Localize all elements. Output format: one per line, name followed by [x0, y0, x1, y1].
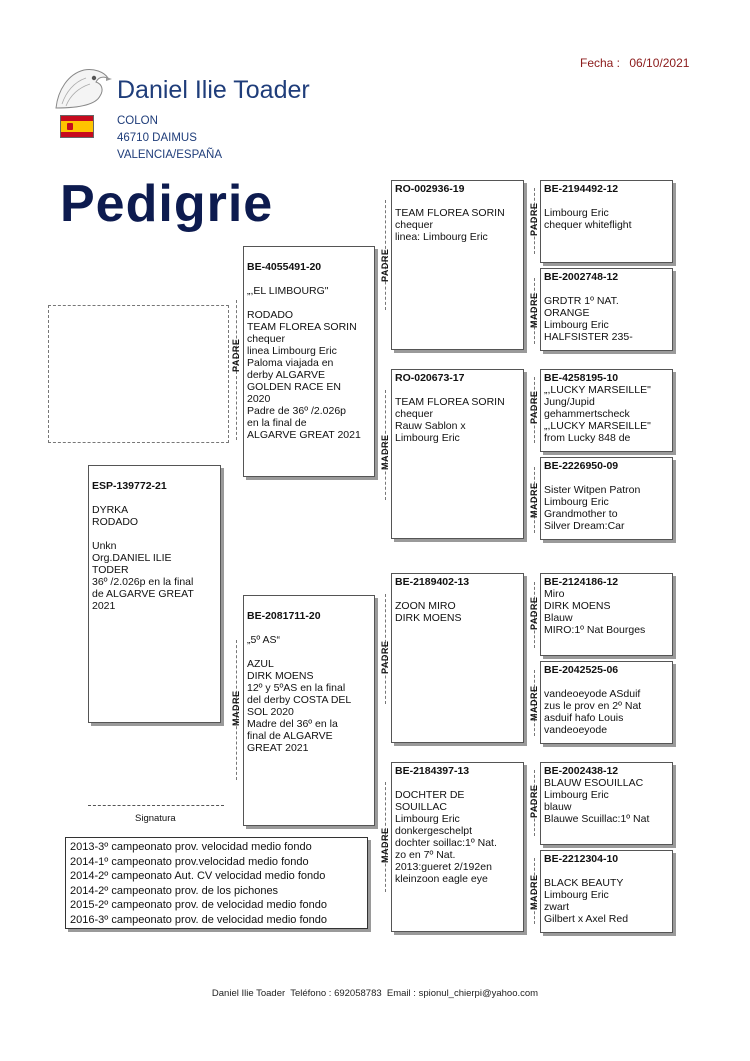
sire-ring: BE-4055491-20: [247, 261, 322, 273]
gen2-label-4: MADRE: [380, 827, 390, 863]
gen3-label-4: MADRE: [529, 482, 539, 518]
gen2-ring-2: RO-020673-17: [395, 372, 465, 384]
signature-line: [88, 805, 224, 806]
result-line: 2013-3º campeonato prov. velocidad medio fondo: [70, 841, 312, 853]
sire-details: „,EL LIMBOURG" RODADO TEAM FLOREA SORIN chequer linea Limbourg Eric Paloma viajada en derby ALGARVE GOLDEN RACE EN 2020 Padre de 36º /2.026p en la final de ALGARVE GREAT 2021: [247, 285, 361, 441]
dam-madre-label: MADRE: [231, 690, 241, 726]
result-line: 2014-2º campeonato Aut. CV velocidad medio fondo: [70, 870, 326, 882]
pedigree-card-gen2-2: [391, 369, 524, 539]
owner-address-line-1: COLON: [117, 115, 158, 127]
gen3-label-1: PADRE: [529, 202, 539, 236]
gen3-details-4: Sister Witpen Patron Limbourg Eric Grandmother to Silver Dream:Car: [544, 484, 641, 532]
gen3-details-6: vandeoeyode ASduif zus le prov en 2º Nat asduif hafo Louis vandeoeyode: [544, 688, 642, 736]
subject-ring: ESP-139772-21: [92, 480, 167, 492]
dam-details: „5º AS“ AZUL DIRK MOENS 12º y 5ºAS en la final del derby COSTA DEL SOL 2020 Madre del 36º en la final de ALGARVE GREAT 2021: [247, 634, 352, 754]
pedigree-card-gen3-5: [540, 573, 673, 656]
date-label: Fecha :: [580, 56, 621, 70]
pedigree-card-gen3-4: [540, 457, 673, 540]
signature-label: Signatura: [135, 813, 176, 824]
gen3-ring-1: BE-2194492-12: [544, 183, 619, 195]
owner-address-line-2: 46710 DAIMUS: [117, 132, 197, 144]
pedigree-card-gen3-3: [540, 369, 673, 452]
sire-card: [243, 246, 375, 477]
gen3-ring-6: BE-2042525-06: [544, 664, 619, 676]
owner-name: Daniel Ilie Toader: [117, 76, 310, 104]
gen3-details-5: Miro DIRK MOENS Blauw MIRO:1º Nat Bourges: [544, 588, 646, 636]
gen3-details-1: Limbourg Eric chequer whiteflight: [544, 207, 632, 231]
subject-details: DYRKA RODADO Unkn Org.DANIEL ILIE TODER 36º /2.026p en la final de ALGARVE GREAT 2021: [92, 504, 194, 612]
pedigree-card-gen3-1: [540, 180, 673, 263]
gen3-label-5: PADRE: [529, 596, 539, 630]
result-line: 2016-3º campeonato prov. de velocidad medio fondo: [70, 913, 327, 926]
pedigree-card-gen3-2: [540, 268, 673, 351]
gen3-label-7: PADRE: [529, 784, 539, 818]
pedigree-card-gen2-1: [391, 180, 524, 350]
gen3-ring-4: BE-2226950-09: [544, 460, 619, 472]
dam-ring: BE-2081711-20: [247, 610, 321, 622]
gen3-ring-3: BE-4258195-10: [544, 372, 619, 384]
gen2-ring-1: RO-002936-19: [395, 183, 465, 195]
footer-contact: Daniel Ilie Toader Teléfono : 692058783 Email : spionul_chierpi@yahoo.com: [211, 988, 539, 999]
gen3-label-8: MADRE: [529, 874, 539, 910]
gen2-label-2: MADRE: [380, 434, 390, 470]
gen3-details-3: „,LUCKY MARSEILLE" Jung/Jupid gehammertscheck „,LUCKY MARSEILLE" from Lucky 848 de: [544, 384, 651, 444]
subject-card: [88, 465, 221, 723]
gen3-ring-5: BE-2124186-12: [544, 576, 619, 588]
gen2-label-3: PADRE: [380, 640, 390, 674]
gen2-details-4: DOCHTER DE SOUILLAC Limbourg Eric donkergeschelpt dochter soillac:1º Nat. zo en 7º Nat. 2013:gueret 2/192en kleinzoon eagle eye: [395, 789, 497, 885]
pigeon-head-icon: [52, 64, 112, 112]
gen3-ring-7: BE-2002438-12: [544, 765, 619, 777]
date-value: 06/10/2021: [629, 56, 690, 70]
gen2-label-1: PADRE: [380, 248, 390, 282]
photo-placeholder: [48, 305, 229, 443]
gen2-details-1: TEAM FLOREA SORIN chequer linea: Limbourg Eric: [395, 207, 505, 243]
pedigree-card-gen2-4: [391, 762, 524, 932]
page-title: Pedigrie: [60, 175, 274, 233]
gen2-ring-3: BE-2189402-13: [395, 576, 470, 588]
results-box: [65, 837, 368, 929]
gen3-label-2: MADRE: [529, 292, 539, 328]
gen3-details-8: BLACK BEAUTY Limbourg Eric zwart Gilbert x Axel Red: [544, 877, 629, 925]
gen2-ring-4: BE-2184397-13: [395, 765, 470, 777]
pedigree-card-gen3-6: [540, 661, 673, 744]
gen3-ring-8: BE-2212304-10: [544, 853, 619, 865]
gen3-details-7: BLAUW ESOUILLAC Limbourg Eric blauw Blauwe Scuillac:1º Nat: [544, 777, 650, 825]
gen3-label-3: PADRE: [529, 390, 539, 424]
owner-address-line-3: VALENCIA/ESPAÑA: [117, 149, 223, 161]
gen3-label-6: MADRE: [529, 685, 539, 721]
pedigree-card-gen2-3: [391, 573, 524, 743]
gen2-details-2: TEAM FLOREA SORIN chequer Rauw Sablon x Limbourg Eric: [395, 396, 505, 444]
spain-flag-icon: [60, 115, 94, 138]
pedigree-card-gen3-8: [540, 850, 673, 933]
dam-card: [243, 595, 375, 826]
date-line: [580, 56, 689, 70]
pedigree-card-gen3-7: [540, 762, 673, 845]
gen3-details-2: GRDTR 1º NAT. ORANGE Limbourg Eric HALFSISTER 235-: [544, 295, 633, 343]
gen2-details-3: ZOON MIRO DIRK MOENS: [395, 600, 462, 624]
result-line: 2014-2º campeonato prov. de los pichones: [70, 884, 279, 897]
result-line: 2014-1º campeonato prov.velocidad medio fondo: [70, 855, 309, 868]
gen3-ring-2: BE-2002748-12: [544, 271, 619, 283]
result-line: 2015-2º campeonato prov. de velocidad medio fondo: [70, 899, 327, 911]
sire-padre-label: PADRE: [231, 338, 241, 372]
